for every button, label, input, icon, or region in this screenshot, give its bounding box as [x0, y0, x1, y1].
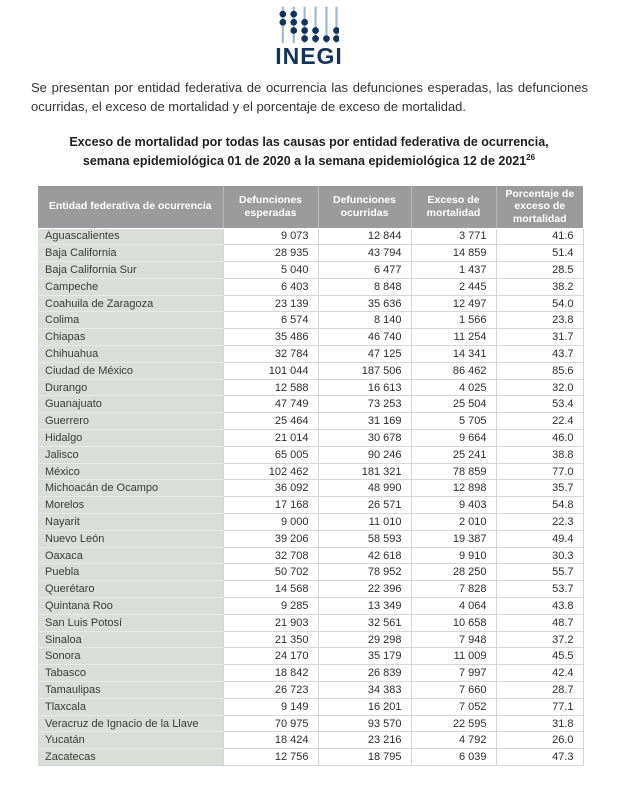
- excess-mortality-cell: 10 658: [411, 614, 496, 631]
- expected-deaths-cell: 70 975: [223, 715, 318, 732]
- expected-deaths-cell: 12 756: [223, 749, 318, 766]
- excess-percentage-cell: 85.6: [496, 362, 583, 379]
- excess-mortality-cell: 6 039: [411, 749, 496, 766]
- header-occurred-deaths: Defunciones ocurridas: [318, 186, 411, 228]
- header-excess-mortality: Exceso de mortalidad: [411, 186, 496, 228]
- expected-deaths-cell: 9 149: [223, 698, 318, 715]
- expected-deaths-cell: 26 723: [223, 682, 318, 699]
- occurred-deaths-cell: 35 636: [318, 295, 411, 312]
- excess-percentage-cell: 32.0: [496, 379, 583, 396]
- expected-deaths-cell: 14 568: [223, 581, 318, 598]
- excess-percentage-cell: 22.3: [496, 514, 583, 531]
- occurred-deaths-cell: 93 570: [318, 715, 411, 732]
- expected-deaths-cell: 39 206: [223, 530, 318, 547]
- entity-cell: San Luis Potosí: [38, 614, 223, 631]
- table-row: [38, 614, 583, 631]
- header-excess-percentage: Porcentaje de exceso de mortalidad: [496, 186, 583, 228]
- occurred-deaths-cell: 90 246: [318, 446, 411, 463]
- occurred-deaths-cell: 29 298: [318, 631, 411, 648]
- occurred-deaths-cell: 47 125: [318, 346, 411, 363]
- excess-percentage-cell: 77.0: [496, 463, 583, 480]
- table-row: [38, 665, 583, 682]
- excess-mortality-cell: 9 910: [411, 547, 496, 564]
- expected-deaths-cell: 6 403: [223, 278, 318, 295]
- table-row: [38, 514, 583, 531]
- expected-deaths-cell: 21 014: [223, 430, 318, 447]
- occurred-deaths-cell: 32 561: [318, 614, 411, 631]
- excess-mortality-cell: 4 064: [411, 598, 496, 615]
- entity-cell: Baja California Sur: [38, 262, 223, 279]
- expected-deaths-cell: 50 702: [223, 564, 318, 581]
- expected-deaths-cell: 65 005: [223, 446, 318, 463]
- table-row: [38, 228, 583, 245]
- excess-mortality-cell: 4 025: [411, 379, 496, 396]
- expected-deaths-cell: 12 588: [223, 379, 318, 396]
- occurred-deaths-cell: 42 618: [318, 547, 411, 564]
- excess-mortality-cell: 7 660: [411, 682, 496, 699]
- table-row: [38, 396, 583, 413]
- expected-deaths-cell: 18 842: [223, 665, 318, 682]
- excess-mortality-cell: 19 387: [411, 530, 496, 547]
- occurred-deaths-cell: 43 794: [318, 245, 411, 262]
- expected-deaths-cell: 101 044: [223, 362, 318, 379]
- inegi-abacus-icon: [279, 6, 339, 44]
- occurred-deaths-cell: 8 140: [318, 312, 411, 329]
- table-row: [38, 245, 583, 262]
- excess-mortality-cell: 11 254: [411, 329, 496, 346]
- entity-cell: Puebla: [38, 564, 223, 581]
- excess-mortality-cell: 86 462: [411, 362, 496, 379]
- entity-cell: Quintana Roo: [38, 598, 223, 615]
- excess-mortality-cell: 2 010: [411, 514, 496, 531]
- excess-percentage-cell: 49.4: [496, 530, 583, 547]
- excess-mortality-cell: 25 241: [411, 446, 496, 463]
- expected-deaths-cell: 9 073: [223, 228, 318, 245]
- entity-cell: Ciudad de México: [38, 362, 223, 379]
- excess-percentage-cell: 55.7: [496, 564, 583, 581]
- excess-mortality-cell: 78 859: [411, 463, 496, 480]
- excess-mortality-cell: 14 859: [411, 245, 496, 262]
- excess-percentage-cell: 31.7: [496, 329, 583, 346]
- table-row: [38, 463, 583, 480]
- entity-cell: Colima: [38, 312, 223, 329]
- table-row: [38, 682, 583, 699]
- expected-deaths-cell: 5 040: [223, 262, 318, 279]
- excess-percentage-cell: 48.7: [496, 614, 583, 631]
- excess-mortality-cell: 7 948: [411, 631, 496, 648]
- excess-percentage-cell: 26.0: [496, 732, 583, 749]
- entity-cell: Yucatán: [38, 732, 223, 749]
- occurred-deaths-cell: 78 952: [318, 564, 411, 581]
- occurred-deaths-cell: 13 349: [318, 598, 411, 615]
- excess-percentage-cell: 47.3: [496, 749, 583, 766]
- excess-percentage-cell: 46.0: [496, 430, 583, 447]
- occurred-deaths-cell: 12 844: [318, 228, 411, 245]
- excess-mortality-cell: 7 828: [411, 581, 496, 598]
- table-row: [38, 413, 583, 430]
- inegi-logo: [0, 6, 618, 68]
- entity-cell: Guerrero: [38, 413, 223, 430]
- excess-mortality-cell: 7 997: [411, 665, 496, 682]
- occurred-deaths-cell: 16 201: [318, 698, 411, 715]
- expected-deaths-cell: 9 000: [223, 514, 318, 531]
- table-row: [38, 631, 583, 648]
- excess-percentage-cell: 38.2: [496, 278, 583, 295]
- excess-mortality-cell: 14 341: [411, 346, 496, 363]
- table-title-line2: semana epidemiológica 01 de 2020 a la semana epidemiológica 12 de 2021: [82, 154, 527, 169]
- occurred-deaths-cell: 22 396: [318, 581, 411, 598]
- header-expected-deaths: Defunciones esperadas: [223, 186, 318, 228]
- excess-percentage-cell: 51.4: [496, 245, 583, 262]
- table-row: [38, 732, 583, 749]
- table-row: [38, 295, 583, 312]
- table-row: [38, 312, 583, 329]
- table-row: [38, 362, 583, 379]
- occurred-deaths-cell: 23 216: [318, 732, 411, 749]
- expected-deaths-cell: 35 486: [223, 329, 318, 346]
- occurred-deaths-cell: 8 848: [318, 278, 411, 295]
- occurred-deaths-cell: 30 678: [318, 430, 411, 447]
- excess-mortality-cell: 1 437: [411, 262, 496, 279]
- excess-mortality-cell: 25 504: [411, 396, 496, 413]
- inegi-logo-text: INEGI: [275, 43, 343, 69]
- entity-cell: Guanajuato: [38, 396, 223, 413]
- table-row: [38, 530, 583, 547]
- expected-deaths-cell: 47 749: [223, 396, 318, 413]
- excess-mortality-cell: 1 566: [411, 312, 496, 329]
- excess-mortality-cell: 9 664: [411, 430, 496, 447]
- table-title-line1: Exceso de mortalidad por todas las causas por entidad federativa de ocurrencia,: [69, 135, 549, 149]
- expected-deaths-cell: 21 903: [223, 614, 318, 631]
- header-entity: Entidad federativa de ocurrencia: [38, 186, 223, 228]
- excess-percentage-cell: 38.8: [496, 446, 583, 463]
- table-row: [38, 262, 583, 279]
- occurred-deaths-cell: 18 795: [318, 749, 411, 766]
- table-row: [38, 547, 583, 564]
- excess-percentage-cell: 37.2: [496, 631, 583, 648]
- table-row: [38, 446, 583, 463]
- table-body: [38, 228, 583, 766]
- footnote-reference: 26: [526, 153, 536, 163]
- table-row: [38, 480, 583, 497]
- occurred-deaths-cell: 187 506: [318, 362, 411, 379]
- expected-deaths-cell: 21 350: [223, 631, 318, 648]
- expected-deaths-cell: 17 168: [223, 497, 318, 514]
- entity-cell: Campeche: [38, 278, 223, 295]
- excess-mortality-cell: 9 403: [411, 497, 496, 514]
- entity-cell: Hidalgo: [38, 430, 223, 447]
- table-row: [38, 379, 583, 396]
- excess-percentage-cell: 43.7: [496, 346, 583, 363]
- excess-mortality-cell: 12 898: [411, 480, 496, 497]
- table-row: [38, 564, 583, 581]
- excess-percentage-cell: 30.3: [496, 547, 583, 564]
- entity-cell: Veracruz de Ignacio de la Llave: [38, 715, 223, 732]
- expected-deaths-cell: 6 574: [223, 312, 318, 329]
- table-header-row: [38, 186, 583, 228]
- entity-cell: Oaxaca: [38, 547, 223, 564]
- occurred-deaths-cell: 58 593: [318, 530, 411, 547]
- excess-percentage-cell: 43.8: [496, 598, 583, 615]
- entity-cell: Nuevo León: [38, 530, 223, 547]
- excess-mortality-cell: 22 595: [411, 715, 496, 732]
- table-row: [38, 715, 583, 732]
- expected-deaths-cell: 24 170: [223, 648, 318, 665]
- entity-cell: Chihuahua: [38, 346, 223, 363]
- entity-cell: Sonora: [38, 648, 223, 665]
- entity-cell: Querétaro: [38, 581, 223, 598]
- excess-percentage-cell: 41.6: [496, 228, 583, 245]
- excess-percentage-cell: 77.1: [496, 698, 583, 715]
- table-row: [38, 329, 583, 346]
- excess-percentage-cell: 54.8: [496, 497, 583, 514]
- expected-deaths-cell: 32 784: [223, 346, 318, 363]
- table-row: [38, 698, 583, 715]
- excess-mortality-cell: 11 009: [411, 648, 496, 665]
- table-row: [38, 346, 583, 363]
- entity-cell: Morelos: [38, 497, 223, 514]
- excess-mortality-cell: 2 445: [411, 278, 496, 295]
- expected-deaths-cell: 18 424: [223, 732, 318, 749]
- entity-cell: Tabasco: [38, 665, 223, 682]
- entity-cell: Jalisco: [38, 446, 223, 463]
- expected-deaths-cell: 36 092: [223, 480, 318, 497]
- entity-cell: Aguascalientes: [38, 228, 223, 245]
- excess-percentage-cell: 23.8: [496, 312, 583, 329]
- excess-mortality-cell: 12 497: [411, 295, 496, 312]
- table-row: [38, 749, 583, 766]
- expected-deaths-cell: 28 935: [223, 245, 318, 262]
- entity-cell: México: [38, 463, 223, 480]
- occurred-deaths-cell: 48 990: [318, 480, 411, 497]
- excess-percentage-cell: 42.4: [496, 665, 583, 682]
- excess-mortality-cell: 5 705: [411, 413, 496, 430]
- excess-mortality-cell: 7 052: [411, 698, 496, 715]
- occurred-deaths-cell: 11 010: [318, 514, 411, 531]
- entity-cell: Durango: [38, 379, 223, 396]
- occurred-deaths-cell: 16 613: [318, 379, 411, 396]
- excess-percentage-cell: 53.4: [496, 396, 583, 413]
- intro-paragraph: Se presentan por entidad federativa de ocurrencia las defunciones esperadas, las defunciones ocurridas, el exceso de mortalidad y el porcentaje de exceso de mortalidad.: [31, 80, 588, 114]
- occurred-deaths-cell: 26 839: [318, 665, 411, 682]
- entity-cell: Tamaulipas: [38, 682, 223, 699]
- occurred-deaths-cell: 181 321: [318, 463, 411, 480]
- entity-cell: Chiapas: [38, 329, 223, 346]
- table-row: [38, 430, 583, 447]
- expected-deaths-cell: 102 462: [223, 463, 318, 480]
- entity-cell: Zacatecas: [38, 749, 223, 766]
- entity-cell: Baja California: [38, 245, 223, 262]
- excess-mortality-table: [38, 186, 584, 766]
- entity-cell: Nayarit: [38, 514, 223, 531]
- table-row: [38, 598, 583, 615]
- occurred-deaths-cell: 31 169: [318, 413, 411, 430]
- excess-percentage-cell: 28.7: [496, 682, 583, 699]
- expected-deaths-cell: 25 464: [223, 413, 318, 430]
- expected-deaths-cell: 9 285: [223, 598, 318, 615]
- table-title: [30, 133, 588, 172]
- expected-deaths-cell: 23 139: [223, 295, 318, 312]
- excess-percentage-cell: 54.0: [496, 295, 583, 312]
- excess-percentage-cell: 22.4: [496, 413, 583, 430]
- excess-mortality-cell: 4 792: [411, 732, 496, 749]
- occurred-deaths-cell: 34 383: [318, 682, 411, 699]
- table-row: [38, 278, 583, 295]
- entity-cell: Coahuila de Zaragoza: [38, 295, 223, 312]
- entity-cell: Sinaloa: [38, 631, 223, 648]
- expected-deaths-cell: 32 708: [223, 547, 318, 564]
- entity-cell: Michoacán de Ocampo: [38, 480, 223, 497]
- excess-percentage-cell: 45.5: [496, 648, 583, 665]
- occurred-deaths-cell: 73 253: [318, 396, 411, 413]
- table-row: [38, 497, 583, 514]
- excess-percentage-cell: 31.8: [496, 715, 583, 732]
- table-row: [38, 581, 583, 598]
- excess-percentage-cell: 35.7: [496, 480, 583, 497]
- excess-mortality-cell: 28 250: [411, 564, 496, 581]
- occurred-deaths-cell: 46 740: [318, 329, 411, 346]
- excess-percentage-cell: 53.7: [496, 581, 583, 598]
- excess-percentage-cell: 28.5: [496, 262, 583, 279]
- occurred-deaths-cell: 35 179: [318, 648, 411, 665]
- table-row: [38, 648, 583, 665]
- occurred-deaths-cell: 6 477: [318, 262, 411, 279]
- excess-mortality-cell: 3 771: [411, 228, 496, 245]
- occurred-deaths-cell: 26 571: [318, 497, 411, 514]
- entity-cell: Tlaxcala: [38, 698, 223, 715]
